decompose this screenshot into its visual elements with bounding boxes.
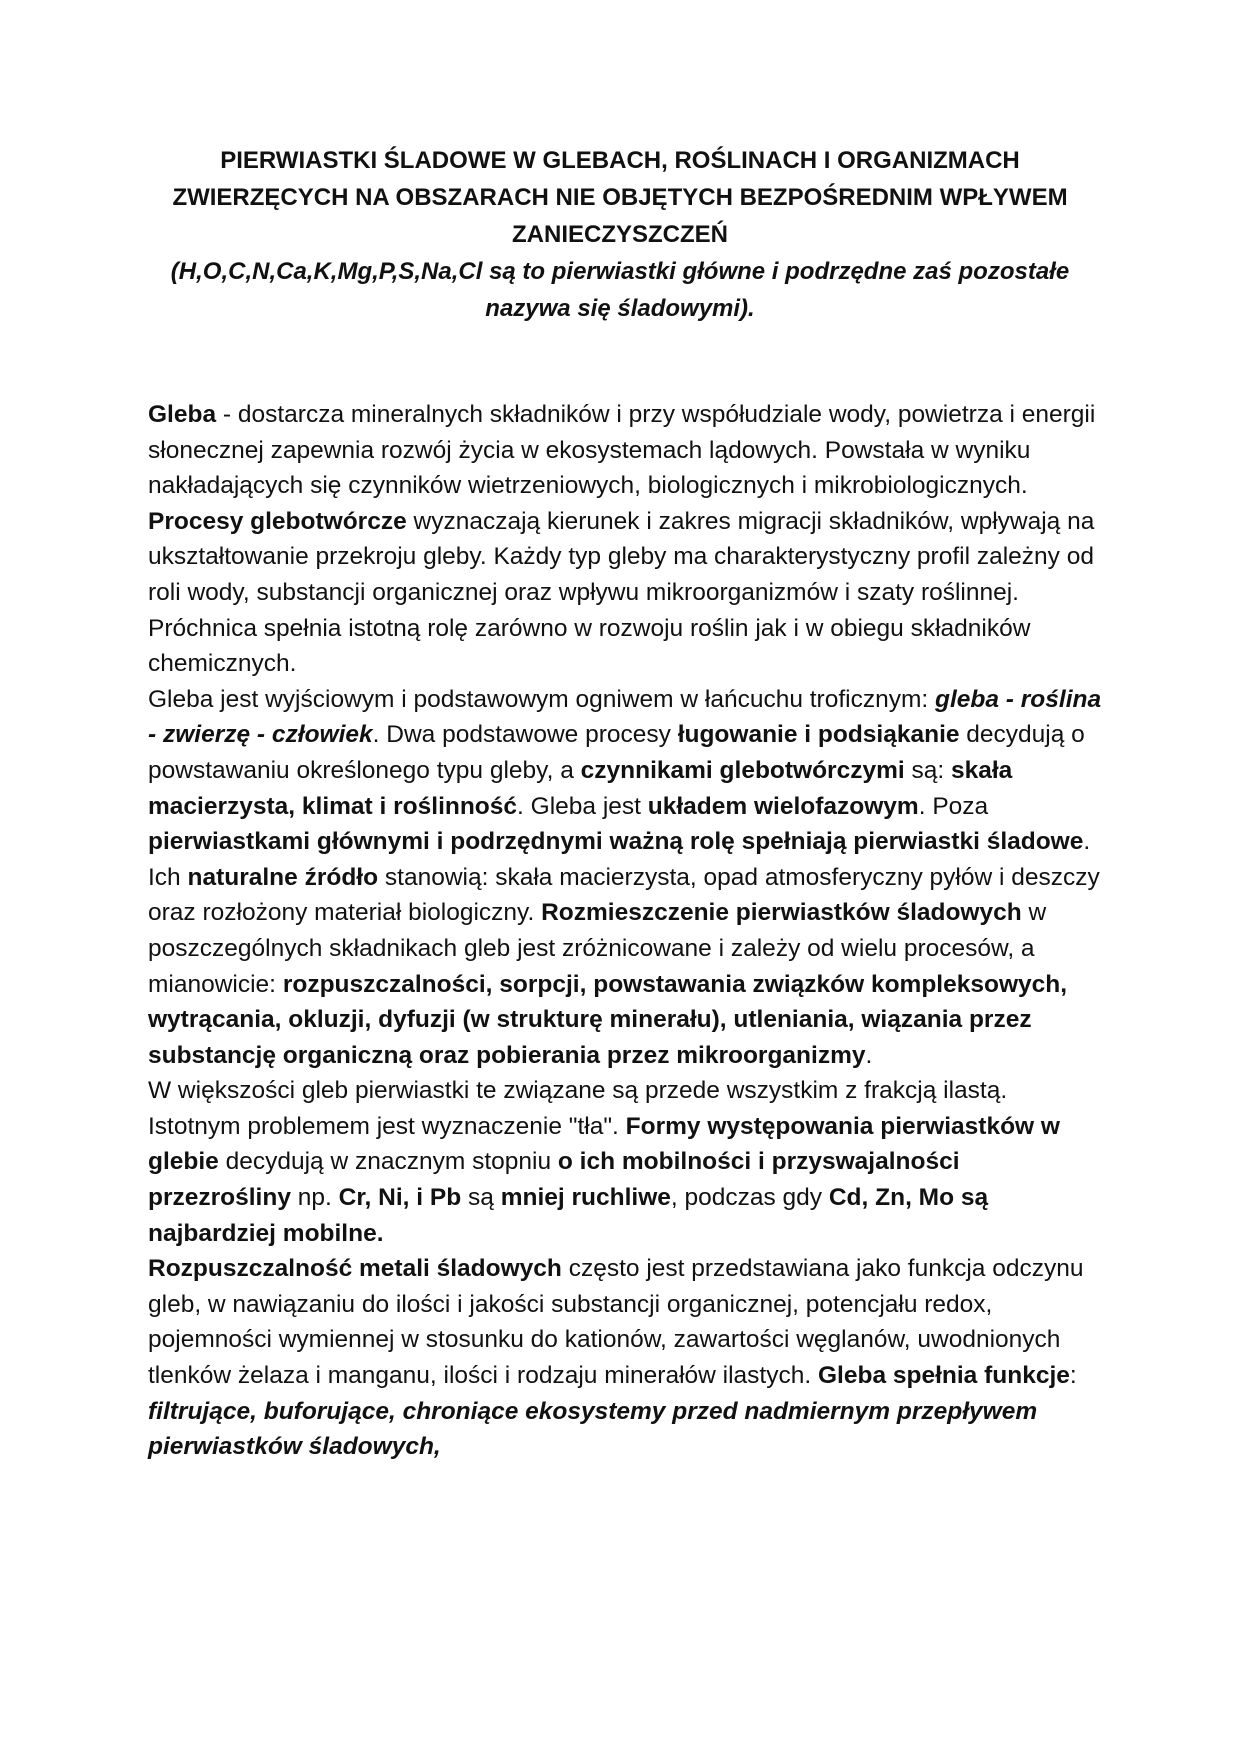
text-run: Rozpuszczalność metali śladowych (148, 1255, 562, 1283)
text-run: Gleba (148, 401, 217, 428)
paragraph-3 (148, 1073, 1102, 1251)
text-run: Rozmieszczenie pierwiastków śladowych (541, 899, 1022, 927)
text-run: Formy występowania pierwiastków w glebie (148, 1112, 1060, 1176)
text-run: rozpuszczalności, sorpcji, powstawania związków kompleksowych, wytrącania, okluzji, dyfuzji (w strukturę minerału), utleniania, wiązania przez substancję organiczną oraz pobierania przez mikroorganizmy (148, 970, 1068, 1069)
text-run: w poszczególnych składnikach gleb jest zróżnicowane i zależy od wielu procesów, a mianowicie: (148, 899, 1047, 998)
text-run: np. (290, 1184, 339, 1212)
text-run: mniej ruchliwe (500, 1184, 671, 1212)
text-run: . Ich (148, 828, 1091, 891)
text-run: Procesy glebotwórcze (148, 507, 407, 535)
text-run: ługowanie i podsiąkanie (677, 721, 960, 749)
text-run: pierwiastkami głównymi i podrzędnymi ważną rolę spełniają pierwiastki śladowe (148, 828, 1084, 856)
text-run: naturalne źródło (187, 863, 379, 891)
text-run: , podczas gdy (670, 1184, 829, 1212)
text-run: czynnikami glebotwórczymi (580, 756, 905, 784)
text-run: układem wielofazowym (647, 792, 919, 820)
paragraph-4 (148, 1251, 1102, 1465)
text-run: decydują o powstawaniu określonego typu gleby, a (148, 721, 1085, 784)
text-run: Gleba jest wyjściowym i podstawowym ogniwem w łańcuchu troficznym: (148, 685, 935, 713)
paragraph-2 (148, 682, 1102, 1074)
text-run: - dostarcza mineralnych składników i przy współudziale wody, powietrza i energii słonecznej zapewnia rozwój życia w ekosystemach lądowych. Powstała w wyniku nakładających się czynników wietrzeniowych, biologicznych i mikrobiologicznych. (148, 401, 1096, 500)
text-run: . Gleba jest (517, 792, 648, 820)
text-run: Cd, Zn, Mo są najbardziej mobilne. (148, 1184, 989, 1247)
text-run: . (865, 1041, 873, 1069)
document-body (148, 397, 1102, 1465)
text-run: Cr, Ni, i Pb (338, 1184, 462, 1212)
text-run: W większości gleb pierwiastki te związane są przede wszystkim z frakcją ilastą. Istotnym problemem jest wyznaczenie "tła". (148, 1077, 1008, 1140)
text-run: Gleba spełnia funkcje (817, 1362, 1070, 1390)
document-title (150, 142, 1090, 327)
paragraph-1 (148, 397, 1102, 682)
text-run: filtrujące, buforujące, chroniące ekosystemy przed nadmiernym przepływem pierwiastków śladowych, (148, 1397, 1038, 1461)
text-run: gleba - roślina - zwierzę - człowiek (148, 685, 1102, 749)
text-run: wyznaczają kierunek i zakres migracji składników, wpływają na ukształtowanie przekroju gleby. Każdy typ gleby ma charakterystyczny profil zależny od roli wody, substancji organicznej oraz wpływu mikroorganizmów i szaty roślinnej. Próchnica spełnia istotną rolę zarówno w rozwoju roślin jak i w obiegu składników chemicznych. (148, 507, 1095, 678)
title-main: PIERWIASTKI ŚLADOWE W GLEBACH, ROŚLINACH I ORGANIZMACH ZWIERZĘCYCH NA OBSZARACH NIE OBJĘTYCH BEZPOŚREDNIM WPŁYWEM ZANIECZYSZCZEŃ (172, 147, 1068, 248)
title-subtitle: (H,O,C,N,Ca,K,Mg,P,S,Na,Cl są to pierwiastki główne i podrzędne zaś pozostałe nazywa się śladowymi). (170, 258, 1070, 322)
text-run: o ich mobilności i przyswajalności przezrośliny (148, 1148, 960, 1212)
text-run: są (461, 1184, 501, 1212)
text-run: : (1069, 1362, 1077, 1390)
text-run: są: (904, 756, 951, 784)
text-run: skała macierzysta, klimat i roślinność (148, 756, 1013, 820)
text-run: często jest przedstawiana jako funkcja odczynu gleb, w nawiązaniu do ilości i jakości substancji organicznej, potencjału redox, pojemności wymiennej w stosunku do kationów, zawartości węglanów, uwodnionych tlenków żelaza i manganu, ilości i rodzaju minerałów ilastych. (148, 1255, 1084, 1390)
text-run: stanowią: skała macierzysta, opad atmosferyczny pyłów i deszczy oraz rozłożony materiał biologiczny. (148, 863, 1100, 927)
text-run: . Poza (918, 792, 989, 820)
text-run: decydują w znacznym stopniu (218, 1148, 558, 1176)
text-run: . Dwa podstawowe procesy (372, 721, 678, 749)
